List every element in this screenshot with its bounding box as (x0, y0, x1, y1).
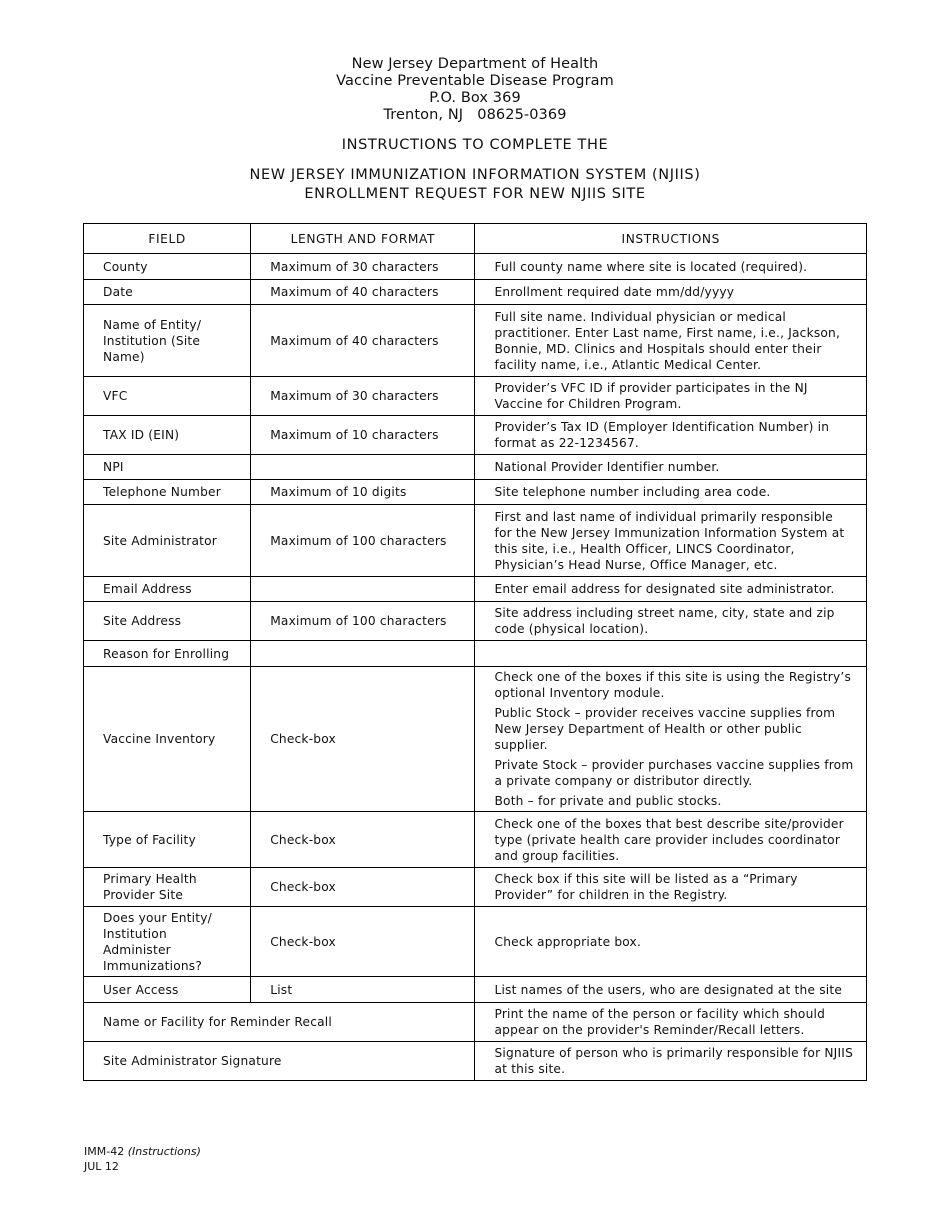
table-row (84, 868, 867, 907)
table-row (84, 641, 867, 667)
instruction-text: First and last name of individual primarily responsible for the New Jersey Immunization Information System at this site, i.e., Health Officer, LINCS Coordinator, Physician’s Head Nurse, Office Manager, etc. (494, 509, 845, 572)
instructions-cell (475, 868, 867, 907)
address-line: New Jersey Department of Health (351, 56, 599, 72)
table-row (84, 812, 867, 868)
field-name-cell: Name of Entity/ Institution (Site Name) (84, 305, 251, 377)
instructions-cell (475, 254, 867, 280)
address-line: P.O. Box 369 (429, 90, 521, 106)
instructions-table (83, 223, 867, 1081)
length-format-cell (251, 577, 475, 602)
document-title-2: NEW JERSEY IMMUNIZATION INFORMATION SYSTEM (NJIIS) (249, 167, 701, 183)
instruction-text: Provider’s Tax ID (Employer Identification Number) in format as 22-1234567. (494, 420, 830, 450)
length-format-cell: Maximum of 100 characters (251, 505, 475, 577)
instruction-text: Provider’s VFC ID if provider participates in the NJ Vaccine for Children Program. (494, 381, 808, 411)
instruction-text: Site address including street name, city, state and zip code (physical location). (494, 606, 835, 636)
table-row (84, 977, 867, 1003)
length-format-cell (251, 641, 475, 667)
instructions-cell (475, 505, 867, 577)
table-row (84, 480, 867, 505)
table-row (84, 280, 867, 305)
instructions-cell (475, 641, 867, 667)
address-line: Vaccine Preventable Disease Program (336, 73, 614, 89)
field-name-cell: County (84, 254, 251, 280)
field-name-cell: NPI (84, 455, 251, 480)
instruction-text: Signature of person who is primarily responsible for NJIIS at this site. (494, 1046, 854, 1076)
instructions-cell (475, 1003, 867, 1042)
table-row (84, 377, 867, 416)
instructions-cell (475, 907, 867, 977)
field-name-cell: Site Address (84, 602, 251, 641)
form-note: (Instructions) (127, 1145, 201, 1158)
instruction-text: Check one of the boxes that best describe site/provider type (private health care provider includes coordinator and group facilities. (494, 816, 844, 863)
agency-address (0, 56, 950, 124)
instructions-cell (475, 1042, 867, 1081)
length-format-cell: Maximum of 100 characters (251, 602, 475, 641)
instruction-text: National Provider Identifier number. (494, 460, 720, 474)
table-row (84, 667, 867, 812)
length-format-cell: Maximum of 10 characters (251, 416, 475, 455)
document-title (0, 166, 950, 204)
field-name-cell: VFC (84, 377, 251, 416)
instruction-text: List names of the users, who are designated at the site (494, 982, 843, 997)
length-format-cell: Check-box (251, 907, 475, 977)
field-name-cell: Primary Health Provider Site (84, 868, 251, 907)
instructions-cell (475, 602, 867, 641)
table-row (84, 455, 867, 480)
table-row (84, 602, 867, 641)
column-header-field: FIELD (84, 224, 251, 254)
length-format-cell: Maximum of 10 digits (251, 480, 475, 505)
table-row (84, 416, 867, 455)
instructions-cell (475, 977, 867, 1003)
length-format-cell: Check-box (251, 667, 475, 812)
table-row (84, 907, 867, 977)
column-header-format: LENGTH AND FORMAT (251, 224, 475, 254)
field-name-cell: Type of Facility (84, 812, 251, 868)
instruction-text: Site telephone number including area code. (494, 485, 771, 499)
field-name-cell: User Access (84, 977, 251, 1003)
instruction-text: Public Stock – provider receives vaccine supplies from New Jersey Department of Health or other public supplier. (494, 706, 836, 752)
instructions-cell (475, 377, 867, 416)
table-row (84, 577, 867, 602)
instructions-cell (475, 577, 867, 602)
instruction-text: Full county name where site is located (required). (494, 259, 808, 274)
field-name-cell: Date (84, 280, 251, 305)
field-name-cell: Does your Entity/ Institution Administer Immunizations? (84, 907, 251, 977)
instructions-cell (475, 455, 867, 480)
length-format-cell: Maximum of 40 characters (251, 280, 475, 305)
instructions-cell (475, 280, 867, 305)
address-line: Trenton, NJ 08625-0369 (383, 107, 567, 123)
instructions-cell (475, 812, 867, 868)
form-date: JUL 12 (84, 1160, 119, 1173)
form-number: IMM-42 (84, 1145, 125, 1158)
length-format-cell (251, 455, 475, 480)
instruction-text: Private Stock – provider purchases vaccine supplies from a private company or distributor directly. (494, 758, 854, 788)
instruction-text: Enrollment required date mm/dd/yyyy (494, 285, 735, 299)
table-row (84, 1003, 867, 1042)
field-name-cell: Name or Facility for Reminder Recall (84, 1003, 475, 1042)
length-format-cell: Check-box (251, 868, 475, 907)
field-name-cell: TAX ID (EIN) (84, 416, 251, 455)
instruction-text: Enter email address for designated site administrator. (494, 582, 835, 596)
table-row (84, 305, 867, 377)
column-header-instructions: INSTRUCTIONS (475, 224, 867, 254)
length-format-cell: Maximum of 30 characters (251, 377, 475, 416)
table-row (84, 254, 867, 280)
length-format-cell: List (251, 977, 475, 1003)
instruction-text: Check one of the boxes if this site is using the Registry’s optional Inventory module. (494, 670, 852, 700)
field-name-cell: Email Address (84, 577, 251, 602)
instructions-cell (475, 480, 867, 505)
field-name-cell: Telephone Number (84, 480, 251, 505)
length-format-cell: Maximum of 40 characters (251, 305, 475, 377)
document-title-1: INSTRUCTIONS TO COMPLETE THE (341, 137, 609, 153)
instructions-cell (475, 416, 867, 455)
field-name-cell: Vaccine Inventory (84, 667, 251, 812)
document-title-3: ENROLLMENT REQUEST FOR NEW NJIIS SITE (304, 186, 646, 202)
length-format-cell: Maximum of 30 characters (251, 254, 475, 280)
field-name-cell: Site Administrator Signature (84, 1042, 475, 1081)
instruction-text: Check appropriate box. (494, 934, 642, 949)
table-row (84, 1042, 867, 1081)
instruction-text: Both – for private and public stocks. (494, 794, 722, 808)
table-row (84, 505, 867, 577)
field-name-cell: Reason for Enrolling (84, 641, 251, 667)
instructions-cell (475, 305, 867, 377)
table-header-row (84, 224, 867, 254)
instruction-text: Check box if this site will be listed as a “Primary Provider” for children in the Registry. (494, 872, 798, 902)
instruction-text: Print the name of the person or facility which should appear on the provider's Reminder/Recall letters. (494, 1007, 826, 1037)
form-footer (84, 1144, 201, 1174)
field-name-cell: Site Administrator (84, 505, 251, 577)
instructions-cell (475, 667, 867, 812)
instruction-text: Full site name. Individual physician or medical practitioner. Enter Last name, First name, i.e., Jackson, Bonnie, MD. Clinics and Hospitals should enter their facility name, i.e., Atlantic Medical Center. (494, 309, 841, 372)
length-format-cell: Check-box (251, 812, 475, 868)
